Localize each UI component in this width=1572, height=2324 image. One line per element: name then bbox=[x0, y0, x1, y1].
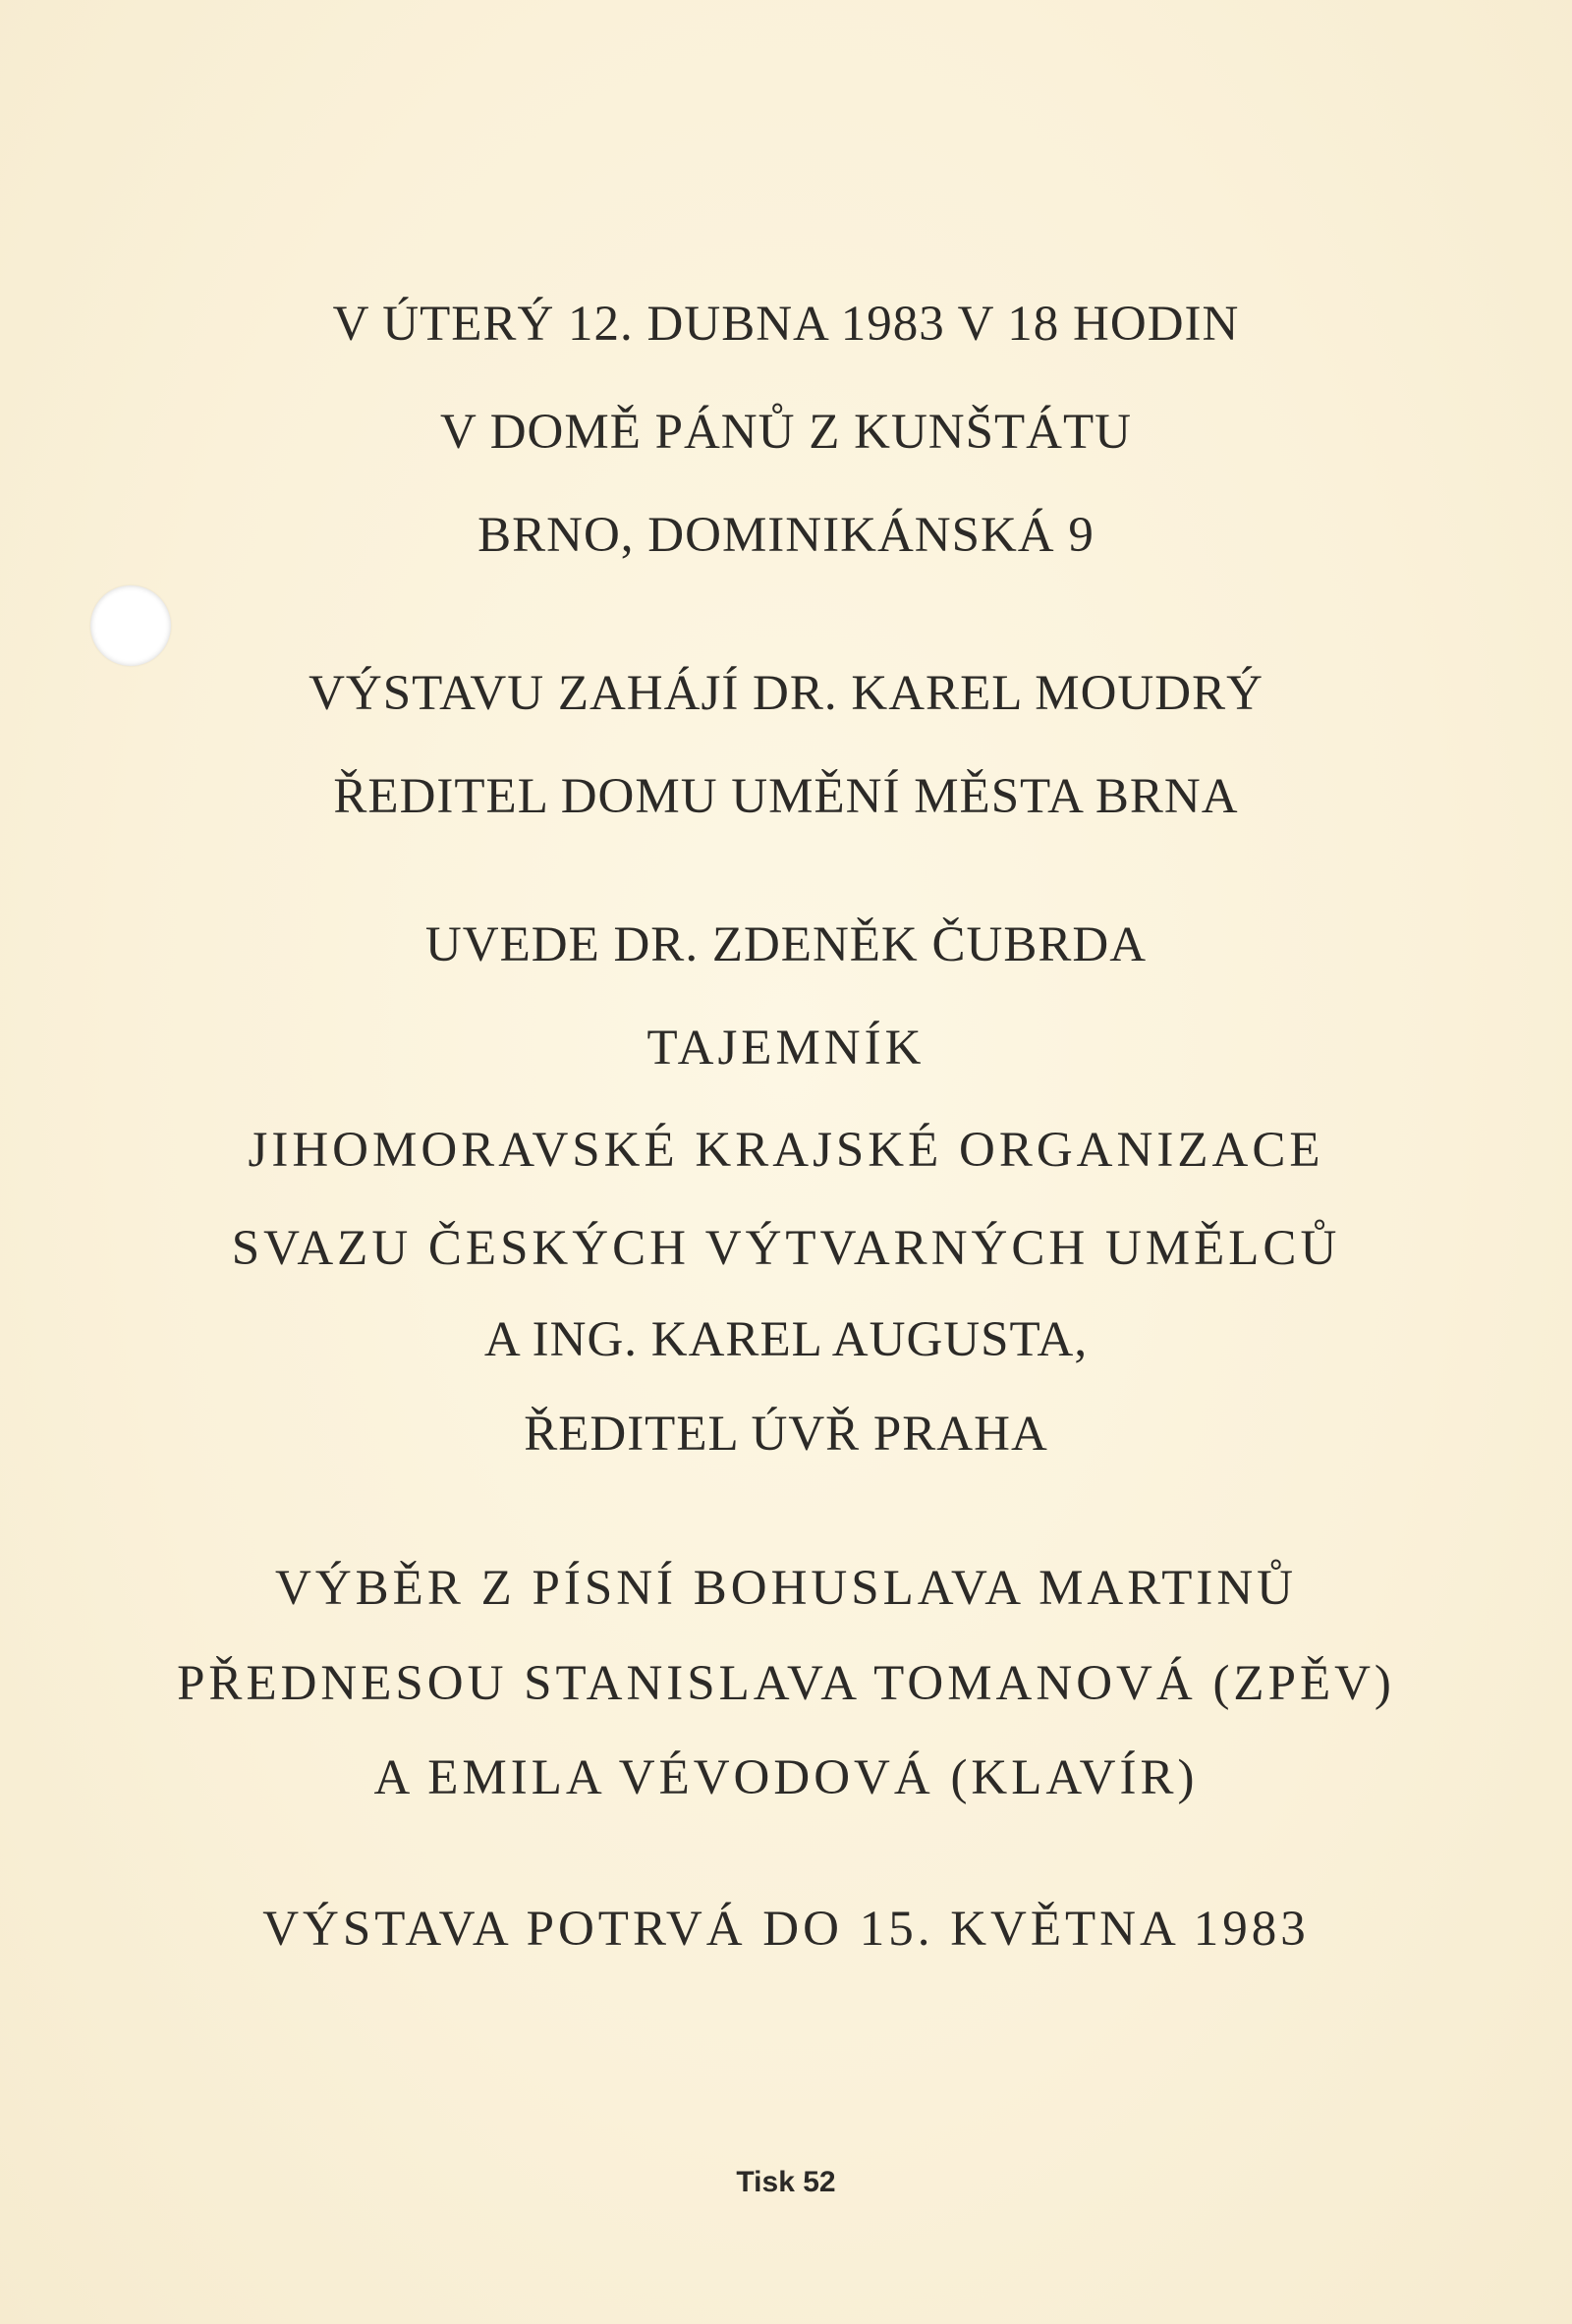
opening-line: VÝSTAVU ZAHÁJÍ DR. KAREL MOUDRÝ bbox=[309, 666, 1263, 721]
second-speaker-title-line: ŘEDITEL ÚVŘ PRAHA bbox=[524, 1407, 1048, 1462]
organization-line: JIHOMORAVSKÉ KRAJSKÉ ORGANIZACE bbox=[248, 1123, 1324, 1178]
singer-line: PŘEDNESOU STANISLAVA TOMANOVÁ (ZPĚV) bbox=[177, 1656, 1395, 1711]
second-speaker-line: A ING. KAREL AUGUSTA, bbox=[483, 1312, 1089, 1367]
intro-line: UVEDE DR. ZDENĚK ČUBRDA bbox=[424, 917, 1148, 972]
date-time-line: V ÚTERÝ 12. DUBNA 1983 V 18 HODIN bbox=[332, 297, 1240, 352]
secretary-line: TAJEMNÍK bbox=[646, 1021, 926, 1076]
print-number: Tisk 52 bbox=[736, 2166, 836, 2198]
pianist-line: A EMILA VÉVODOVÁ (KLAVÍR) bbox=[373, 1750, 1199, 1805]
duration-line: VÝSTAVA POTRVÁ DO 15. KVĚTNA 1983 bbox=[262, 1902, 1310, 1957]
venue-line: V DOMĚ PÁNŮ Z KUNŠTÁTU bbox=[440, 405, 1132, 460]
punch-hole bbox=[90, 585, 171, 666]
director-line: ŘEDITEL DOMU UMĚNÍ MĚSTA BRNA bbox=[333, 769, 1239, 824]
union-line: SVAZU ČESKÝCH VÝTVARNÝCH UMĚLCŮ bbox=[231, 1221, 1341, 1276]
music-line: VÝBĚR Z PÍSNÍ BOHUSLAVA MARTINŮ bbox=[274, 1561, 1297, 1616]
address-line: BRNO, DOMINIKÁNSKÁ 9 bbox=[477, 508, 1095, 563]
